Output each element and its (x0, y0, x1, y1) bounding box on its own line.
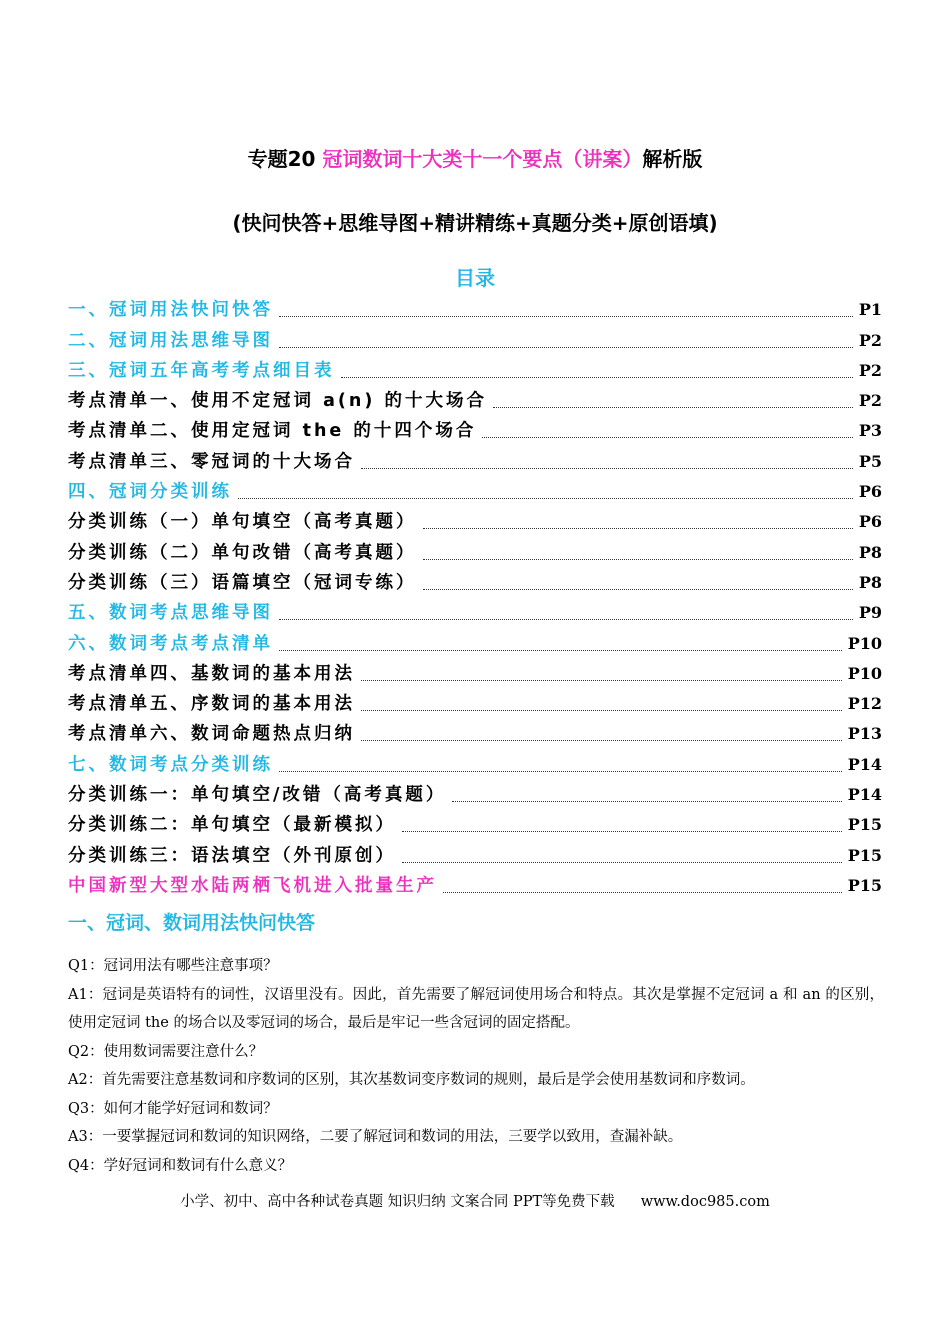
toc-entry-label: 考点清单一、使用不定冠词 a(n) 的十大场合 (68, 391, 487, 412)
qa-list (68, 952, 884, 1180)
toc-dot-leader (341, 376, 853, 378)
answer-text: A2：首先需要注意基数词和序数词的区别，其次基数词变序数词的规则，最后是学会使用基数词和序数词。 (68, 1072, 755, 1088)
question-text: Q1：冠词用法有哪些注意事项？ (68, 958, 278, 974)
document-subtitle: (快问快答+思维导图+精讲精练+真题分类+原创语填) (232, 211, 718, 235)
toc-entry-page: P8 (858, 542, 882, 562)
toc-entry-label: 四、冠词分类训练 (68, 482, 232, 503)
toc-entry-label: 七、数词考点分类训练 (68, 754, 273, 775)
toc-entry[interactable] (68, 292, 882, 322)
title-highlight: 冠词数词十大类十一个要点（讲案） (322, 147, 643, 171)
toc-dot-leader (279, 770, 842, 772)
toc-entry[interactable] (68, 383, 882, 413)
toc-entry-label: 中国新型大型水陆两栖飞机进入批量生产 (68, 875, 437, 896)
toc-dot-leader (361, 739, 842, 741)
toc-entry[interactable] (68, 716, 882, 746)
toc-entry[interactable] (68, 413, 882, 443)
toc-entry-page: P15 (847, 875, 882, 895)
toc-entry[interactable] (68, 656, 882, 686)
toc-entry[interactable] (68, 353, 882, 383)
toc-entry[interactable] (68, 807, 882, 837)
toc-entry-label: 一、冠词用法快问快答 (68, 300, 273, 321)
title-suffix: 解析版 (642, 147, 703, 171)
toc-entry-page: P9 (858, 603, 882, 623)
toc-entry-page: P10 (847, 633, 882, 653)
toc-entry-page: P15 (847, 815, 882, 835)
toc-dot-leader (279, 315, 853, 317)
toc-entry-page: P14 (847, 754, 882, 774)
toc-entry[interactable] (68, 474, 882, 504)
toc-entry-label: 分类训练三：语法填空（外刊原创） (68, 845, 396, 866)
toc-entry-page: P3 (858, 421, 882, 441)
toc-entry[interactable] (68, 777, 882, 807)
toc-entry-page: P6 (858, 512, 882, 532)
toc-entry-label: 考点清单六、数词命题热点归纳 (68, 724, 355, 745)
toc-entry-page: P2 (858, 330, 882, 350)
toc-entry-page: P5 (858, 451, 882, 471)
toc-entry-label: 分类训练（三）语篇填空（冠词专练） (68, 572, 417, 593)
toc-dot-leader (402, 861, 842, 863)
toc-entry-page: P10 (847, 663, 882, 683)
toc-entry-label: 考点清单三、零冠词的十大场合 (68, 451, 355, 472)
toc-entry-label: 三、冠词五年高考考点细目表 (68, 360, 335, 381)
toc-entry[interactable] (68, 686, 882, 716)
toc-entry-page: P2 (858, 391, 882, 411)
toc-entry-page: P12 (847, 694, 882, 714)
question-text: Q3：如何才能学好冠词和数词？ (68, 1100, 278, 1117)
toc-entry-label: 分类训练一：单句填空/改错（高考真题） (68, 785, 447, 806)
toc-entry-label: 六、数词考点考点清单 (68, 633, 273, 654)
toc-dot-leader (361, 679, 842, 681)
toc-entry[interactable] (68, 868, 882, 898)
toc-dot-leader (493, 406, 853, 408)
toc-dot-leader (361, 709, 842, 711)
toc-entry-label: 分类训练二：单句填空（最新模拟） (68, 815, 396, 836)
toc-entry-label: 分类训练（二）单句改错（高考真题） (68, 542, 417, 563)
page-footer (0, 1190, 950, 1211)
toc-entry[interactable] (68, 625, 882, 655)
toc-entry[interactable] (68, 595, 882, 625)
toc-dot-leader (452, 800, 841, 802)
toc-dot-leader (361, 467, 853, 469)
toc-dot-leader (402, 830, 842, 832)
toc-dot-leader (423, 558, 853, 560)
table-of-contents (68, 292, 882, 898)
footer-url[interactable]: www.doc985.com (640, 1194, 770, 1210)
toc-entry-page: P15 (847, 845, 882, 865)
toc-entry[interactable] (68, 322, 882, 352)
section-heading: 一、冠词、数词用法快问快答 (68, 912, 316, 934)
toc-entry[interactable] (68, 837, 882, 867)
question-text: Q4：学好冠词和数词有什么意义？ (68, 1157, 293, 1174)
toc-entry-page: P8 (858, 572, 882, 592)
answer-text: A1：冠词是英语特有的词性，汉语里没有。因此，首先需要了解冠词使用场合和特点。其次是掌握不定冠词 a 和 an 的区别，使用定冠词 the 的场合以及零冠词的场合，最后是牢记一些含冠词的固定搭配。 (68, 986, 884, 1031)
toc-entry[interactable] (68, 504, 882, 534)
toc-entry-page: P6 (858, 482, 882, 502)
toc-entry-page: P14 (847, 785, 882, 805)
toc-dot-leader (279, 346, 853, 348)
toc-dot-leader (238, 497, 853, 499)
toc-entry[interactable] (68, 746, 882, 776)
toc-dot-leader (279, 649, 842, 651)
toc-entry-label: 考点清单四、基数词的基本用法 (68, 663, 355, 684)
toc-entry[interactable] (68, 443, 882, 473)
toc-entry-page: P2 (858, 360, 882, 380)
toc-entry-label: 考点清单二、使用定冠词 the 的十四个场合 (68, 421, 477, 442)
toc-dot-leader (482, 436, 852, 438)
toc-entry-label: 考点清单五、序数词的基本用法 (68, 694, 355, 715)
toc-entry-label: 分类训练（一）单句填空（高考真题） (68, 512, 417, 533)
title-prefix: 专题20 (247, 147, 323, 171)
toc-dot-leader (443, 891, 842, 893)
toc-entry[interactable] (68, 565, 882, 595)
toc-entry-label: 五、数词考点思维导图 (68, 603, 273, 624)
toc-entry-page: P1 (858, 300, 882, 320)
toc-heading: 目录 (455, 266, 495, 290)
toc-dot-leader (423, 527, 853, 529)
toc-entry-page: P13 (847, 724, 882, 744)
answer-text: A3：一要掌握冠词和数词的知识网络，二要了解冠词和数词的用法，三要学以致用，查漏补缺。 (68, 1129, 683, 1145)
toc-entry-label: 二、冠词用法思维导图 (68, 330, 273, 351)
toc-dot-leader (279, 618, 853, 620)
toc-entry[interactable] (68, 534, 882, 564)
footer-text: 小学、初中、高中各种试卷真题 知识归纳 文案合同 PPT等免费下载 (180, 1194, 615, 1210)
toc-dot-leader (423, 588, 853, 590)
document-title (0, 143, 950, 172)
question-text: Q2：使用数词需要注意什么？ (68, 1043, 264, 1060)
